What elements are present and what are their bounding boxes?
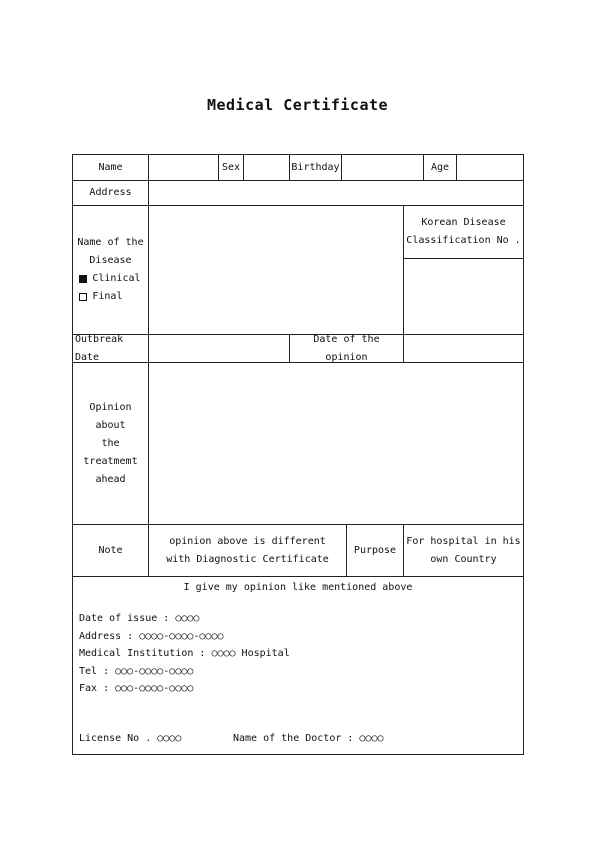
opinion-date-label: Date of the opinion bbox=[313, 333, 380, 363]
outbreak-date-field[interactable] bbox=[149, 335, 289, 362]
age-label: Age bbox=[430, 161, 450, 173]
clinical-checkbox[interactable] bbox=[79, 275, 87, 283]
purpose-text-line2: own Country bbox=[430, 553, 497, 565]
disease-label-line1: Name of the bbox=[77, 237, 144, 248]
purpose-text-line1: For hospital in his bbox=[406, 535, 521, 547]
final-option[interactable] bbox=[77, 288, 122, 306]
fax: Fax : ○○○-○○○○-○○○○ bbox=[79, 683, 194, 694]
note-text-line2: with Diagnostic Certificate bbox=[166, 553, 329, 565]
age-field[interactable] bbox=[457, 155, 523, 180]
treatment-opinion-label bbox=[73, 363, 148, 524]
telephone: Tel : ○○○-○○○○-○○○○ bbox=[79, 665, 194, 677]
note-text-line1: opinion above is different bbox=[169, 535, 326, 547]
issuer-address: Address : ○○○○-○○○○-○○○○ bbox=[79, 630, 224, 642]
note-text bbox=[149, 525, 346, 576]
issuer-info bbox=[79, 610, 290, 698]
disease-label bbox=[73, 206, 148, 334]
sex-field[interactable] bbox=[244, 155, 289, 180]
doctor-name: Name of the Doctor : ○○○○ bbox=[233, 733, 384, 744]
kdc-field[interactable] bbox=[404, 259, 523, 334]
issuer-section bbox=[73, 576, 523, 754]
kdc-label-line1: Korean Disease bbox=[421, 217, 506, 228]
treatment-label-line3: ahead bbox=[95, 473, 126, 485]
note-label: Note bbox=[98, 544, 123, 556]
license-number: License No . ○○○○ bbox=[79, 733, 182, 744]
name-label: Name bbox=[98, 161, 123, 173]
name-field[interactable] bbox=[149, 155, 218, 180]
treatment-label-line2: the treatmemt bbox=[83, 437, 138, 467]
medical-institution: Medical Institution : ○○○○ Hospital bbox=[79, 648, 290, 659]
document-title: Medical Certificate bbox=[206, 96, 389, 114]
clinical-option[interactable] bbox=[77, 270, 140, 288]
disease-label-line2: Disease bbox=[89, 255, 132, 266]
outbreak-date-label: Outbreak Date bbox=[75, 333, 124, 363]
purpose-label: Purpose bbox=[353, 544, 397, 556]
address-label: Address bbox=[89, 187, 132, 198]
sex-label: Sex bbox=[221, 161, 241, 173]
final-label: Final bbox=[92, 291, 123, 302]
pledge-statement: I give my opinion like mentioned above bbox=[183, 582, 413, 593]
disease-field[interactable] bbox=[149, 206, 403, 334]
treatment-label-line1: Opinion about bbox=[89, 401, 132, 431]
kdc-label-line2: Classification No . bbox=[406, 235, 521, 246]
date-of-issue: Date of issue : ○○○○ bbox=[79, 613, 200, 624]
clinical-label: Clinical bbox=[92, 273, 141, 284]
final-checkbox[interactable] bbox=[79, 293, 87, 301]
kdc-label bbox=[404, 206, 523, 258]
certificate-form bbox=[72, 154, 524, 755]
birthday-label: Birthday bbox=[291, 161, 340, 173]
treatment-opinion-field[interactable] bbox=[149, 363, 523, 524]
opinion-date-field[interactable] bbox=[404, 335, 523, 362]
birthday-field[interactable] bbox=[342, 155, 423, 180]
address-field[interactable] bbox=[149, 181, 523, 205]
purpose-text bbox=[404, 525, 523, 576]
